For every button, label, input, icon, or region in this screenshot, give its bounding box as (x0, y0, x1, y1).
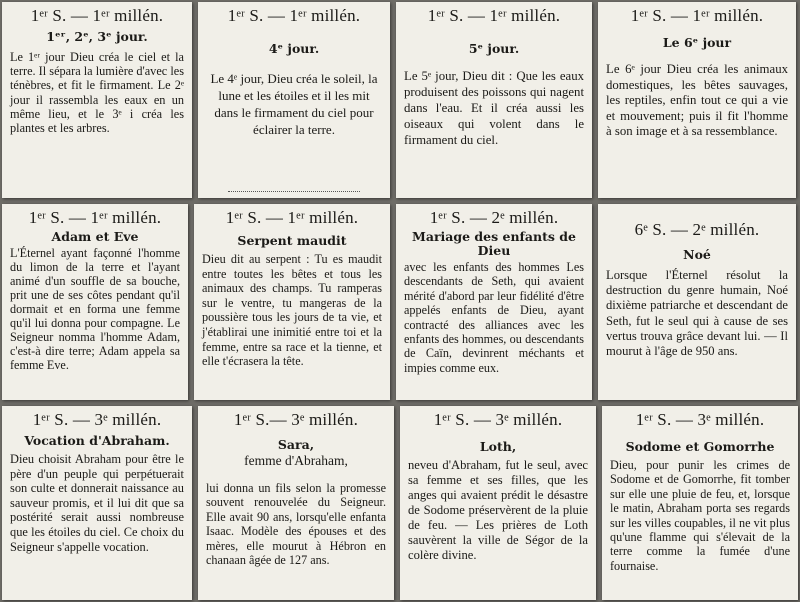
card-title: Loth, (479, 439, 517, 454)
card-header: 1ᵉʳ S. — 2ᵉ millén. (429, 208, 559, 227)
card-1 (2, 2, 192, 198)
card-text: avec les enfants des hommes Les descendants de Seth, qui avaient mérité d'abord par leur fidélité d'être appelés enfants de Dieu, ayant contracté des alliances avec les enfants des hommes, ou descendants de Caïn, devinrent méchants et impies comme eux. (404, 260, 584, 375)
card-text: Le 1ᵉʳ jour Dieu créa le ciel et la terre. Il sépara la lumière d'avec les ténèbres, et fit le firmament. Le 2ᵉ jour il rassembla les eaux en un même lieu, et le 3ᵉ i créa les plantes et les arbres. (10, 50, 184, 136)
card-title: 4ᵉ jour. (268, 41, 320, 56)
card-12 (602, 406, 798, 600)
card-header: 1ᵉʳ S. — 1ᵉʳ millén. (227, 6, 361, 25)
card-title: Serpent maudit (237, 233, 347, 248)
card-text: Dieu choisit Abraham pour être le père d'un peuple qui perpétuerait son culte et donnerait naissance au sauveur promis, et il lui dit que sa postérité serait aussi nombreuse que les étoiles du ciel. Ce choix du Seigneur s'appelle vocation. (10, 452, 184, 554)
card-3 (396, 2, 592, 198)
card-header: 1ᵉʳ S. — 3ᵉ millén. (635, 410, 765, 429)
card-title: Adam et Eve (51, 229, 139, 244)
card-4 (598, 2, 796, 198)
card-text: L'Éternel ayant façonné l'homme du limon de la terre et l'ayant animé d'un souffle de sa bouche, prit une de ses côtes pendant qu'il dormait et en forma une femme qu'il lui donna pour compagne. Le Seigneur nomma l'homme Adam, c'est-à dire terre; Adam appela sa femme Eve. (10, 246, 180, 372)
card-text: Lorsque l'Éternel résolut la destruction du genre humain, Noé dixième patriarche et descendant de Seth, fut le seul qui à cause de ses vertus trouva grâce devant lui. — Il mourut à l'âge de 950 ans. (606, 268, 788, 359)
card-header: 1ᵉʳ S. — 1ᵉʳ millén. (30, 6, 164, 25)
card-title: 5ᵉ jour. (468, 41, 520, 56)
card-header: 1ᵉʳ S. — 1ᵉʳ millén. (630, 6, 764, 25)
card-7 (396, 204, 592, 400)
card-header: 1ᵉʳ S. — 1ᵉʳ millén. (427, 6, 561, 25)
card-5 (2, 204, 188, 400)
card-6 (194, 204, 390, 400)
card-header: 6ᵉ S. — 2ᵉ millén. (634, 220, 760, 239)
card-title: 1ᵉʳ, 2ᵉ, 3ᵉ jour. (46, 29, 148, 44)
card-title: Mariage des enfants de Dieu (412, 229, 576, 258)
card-text: Dieu, pour punir les crimes de Sodome et de Gomorrhe, fit tomber sur elle une pluie de feu, et, lorsque le matin, Abraham porta ses regards sur les villes coupables, il ne vit plus qu'une flamme qui s'élevait de la terre comme la fumée d'une fournaise. (610, 458, 790, 573)
card-header: 1ᵉʳ S. — 1ᵉʳ millén. (28, 208, 162, 227)
card-text: lui donna un fils selon la promesse souvent renouvelée du Seigneur. Elle avait 90 ans, lorsqu'elle enfanta Isaac. Modèle des épouses et des mères, elle mourut à Hébron en chanaan âgée de 127 ans. (206, 481, 386, 568)
card-2 (198, 2, 390, 198)
card-title: Noé (683, 247, 711, 262)
card-header: 1ᵉʳ S. — 1ᵉʳ millén. (225, 208, 359, 227)
card-title: Vocation d'Abraham. (24, 433, 170, 448)
card-header: 1ᵉʳ S.— 3ᵉ millén. (233, 410, 359, 429)
card-9 (2, 406, 192, 600)
card-subtitle: femme d'Abraham, (244, 453, 348, 468)
card-header: 1ᵉʳ S. — 3ᵉ millén. (433, 410, 563, 429)
card-title: Le 6ᵉ jour (662, 35, 732, 50)
card-11 (400, 406, 596, 600)
card-10 (198, 406, 394, 600)
card-title: Sara, (277, 437, 315, 452)
card-text: Le 6ᵉ jour Dieu créa les animaux domestiques, les bêtes sauvages, les reptiles, enfin tout ce qui a vie et mouvement; puis il fit l'homme à son image et à sa ressemblance. (606, 62, 788, 138)
dotted-rule (228, 191, 360, 192)
card-text: Le 5ᵉ jour, Dieu dit : Que les eaux produisent des poissons qui nagent dans l'eau. Et il créa aussi les oiseaux qui volent dans le firmament du ciel. (404, 69, 584, 147)
card-8 (598, 204, 796, 400)
card-text: Dieu dit au serpent : Tu es maudit entre toutes les bêtes et tous les animaux des champs. Tu ramperas sur le ventre, tu mangeras de la poussière tous les jours de ta vie, et j'établirai une inimitié entre toi et la femme, entre sa race et la tienne, et elle t'écrasera la tête. (202, 252, 382, 369)
card-text: Le 4ᵉ jour, Dieu créa le soleil, la lune et les étoiles et il les mit dans le firmament du ciel pour éclairer la terre. (210, 71, 378, 137)
card-title: Sodome et Gomorrhe (625, 439, 775, 454)
card-header: 1ᵉʳ S. — 3ᵉ millén. (32, 410, 162, 429)
card-text: neveu d'Abraham, fut le seul, avec sa femme et ses filles, que les anges qui avaient prédit le désastre de Sodome préservèrent de la pluie de feu. — Les prières de Loth sauvèrent la ville de Ségor de la colère divine. (408, 458, 588, 562)
